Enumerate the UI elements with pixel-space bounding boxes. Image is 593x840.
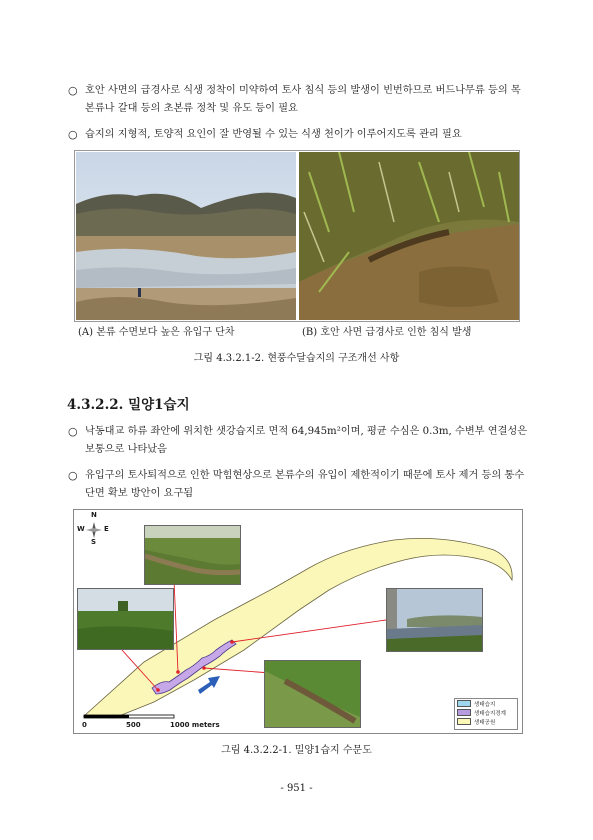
bullet-text: 유입구의 토사퇴적으로 인한 막힘현상으로 본류수의 유입이 제한적이기 때문에 토사 제거 등의 통수단면 확보 방안이 요구됨 (85, 470, 525, 499)
legend-label: 생태습지 (474, 701, 496, 708)
bullet-text: 호안 사면의 급경사로 식생 정착이 미약하여 토사 침식 등의 발생이 빈번하므로 버드나무류 등의 목본류나 갈대 등의 초본류 정착 및 유도 등이 필요 (85, 85, 521, 114)
compass-icon (86, 522, 102, 538)
legend-item (457, 708, 517, 717)
bullet-text: 습지의 지형적, 토양적 요인이 잘 반영될 수 있는 식생 천이가 이루어지도록 관리 필요 (85, 129, 462, 140)
inset-photo-right (386, 588, 483, 652)
bullet-item (68, 467, 528, 503)
legend-swatch-boundary (457, 709, 471, 716)
page-number: - 951 - (280, 783, 313, 794)
inset-image (387, 589, 482, 651)
section-title: 4.3.2.2. 밀양1습지 (67, 397, 190, 413)
compass-w: W (77, 525, 85, 533)
inset-image (78, 589, 173, 649)
scale-end: 1000 meters (170, 721, 220, 729)
legend-label: 생태습지경계 (474, 710, 506, 717)
compass-n: N (91, 511, 97, 519)
bullet-item (68, 423, 528, 459)
scale-zero: 0 (82, 721, 87, 729)
inset-photo-top (144, 525, 241, 585)
bullet-item (68, 82, 528, 118)
inset-photo-left (77, 588, 174, 650)
legend-item (457, 717, 517, 726)
bullet-mark: ○ (68, 84, 78, 97)
bullet-mark: ○ (68, 128, 78, 141)
bullet-mark: ○ (68, 425, 78, 438)
flow-arrow-icon (198, 676, 220, 694)
legend-swatch-wetland (457, 700, 471, 707)
compass-s: S (91, 538, 97, 546)
inset-image (265, 661, 360, 727)
legend-item (457, 699, 517, 708)
inset-image (145, 526, 240, 584)
legend-swatch-park (457, 718, 471, 725)
compass-e: E (104, 525, 109, 533)
inset-photo-bottom (264, 660, 361, 728)
figure1-caption-b: (B) 호안 사면 급경사로 인한 침식 발생 (302, 327, 472, 338)
bullet-text: 낙동대교 하류 좌안에 위치한 샛강습지로 면적 64,945m²이며, 평균 수심은 0.3m, 수변부 연결성은 보통으로 나타났음 (85, 426, 528, 455)
bullet-item (68, 126, 528, 144)
figure2-caption: 그림 4.3.2.2-1. 밀양1습지 수문도 (221, 745, 372, 756)
figure1-frame (74, 150, 520, 322)
map-legend (454, 698, 518, 730)
scale-mid: 500 (126, 721, 141, 729)
figure1-caption-a: (A) 본류 수면보다 높은 유입구 단차 (78, 327, 235, 338)
legend-label: 생태공원 (474, 719, 496, 726)
bullet-mark: ○ (68, 469, 78, 482)
figure1-caption: 그림 4.3.2.1-2. 현풍수달습지의 구조개선 사항 (193, 353, 400, 364)
